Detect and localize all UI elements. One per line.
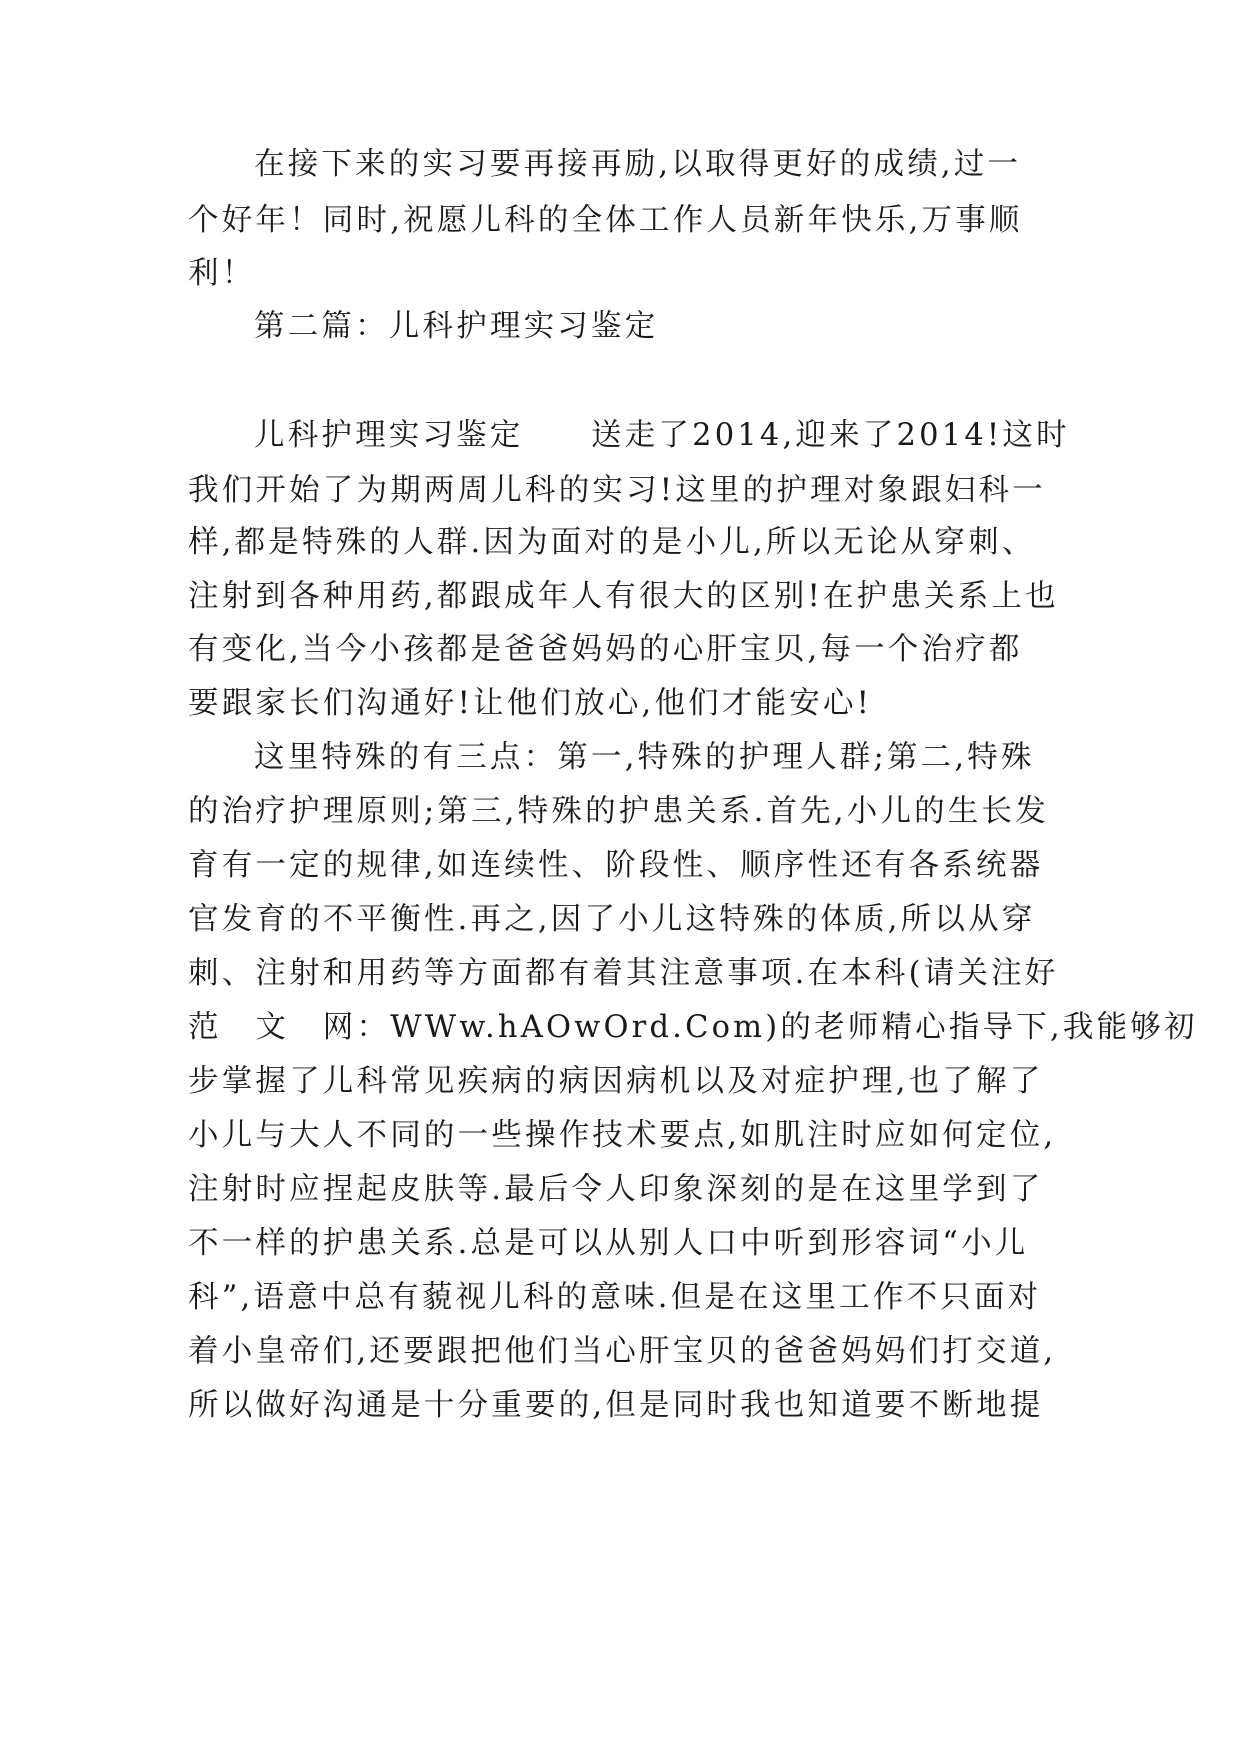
text-line: 在接下来的实习要再接再励,以取得更好的成绩,过一 xyxy=(254,147,1022,182)
text-line: 范 文 网：WWw.hAOwOrd.Com)的老师精心指导下,我能够初 xyxy=(188,1010,1198,1045)
text-line: 小儿与大人不同的一些操作技术要点,如肌注时应如何定位, xyxy=(188,1118,1057,1153)
text-line: 注射时应捏起皮肤等.最后令人印象深刻的是在这里学到了 xyxy=(188,1172,1044,1207)
text-line: 儿科护理实习鉴定 送走了2014,迎来了2014!这时 xyxy=(254,418,1070,453)
section-heading: 第二篇：儿科护理实习鉴定 xyxy=(254,309,659,344)
text-line: 利！ xyxy=(188,256,256,291)
text-line: 个好年！同时,祝愿儿科的全体工作人员新年快乐,万事顺 xyxy=(188,203,1023,238)
text-line: 样,都是特殊的人群.因为面对的是小儿,所以无论从穿刺、 xyxy=(188,525,1036,560)
text-line: 着小皇帝们,还要跟把他们当心肝宝贝的爸爸妈妈们打交道, xyxy=(188,1334,1057,1369)
text-line: 科”,语意中总有藐视儿科的意味.但是在这里工作不只面对 xyxy=(188,1280,1042,1315)
text-line: 这里特殊的有三点：第一,特殊的护理人群;第二,特殊 xyxy=(254,740,1035,775)
text-line: 不一样的护患关系.总是可以从别人口中听到形容词“小儿 xyxy=(188,1226,1029,1261)
text-line: 所以做好沟通是十分重要的,但是同时我也知道要不断地提 xyxy=(188,1388,1044,1423)
text-line: 育有一定的规律,如连续性、阶段性、顺序性还有各系统器 xyxy=(188,848,1044,883)
text-line: 刺、注射和用药等方面都有着其注意事项.在本科(请关注好 xyxy=(188,956,1059,991)
text-line: 注射到各种用药,都跟成年人有很大的区别!在护患关系上也 xyxy=(188,579,1059,614)
text-line: 我们开始了为期两周儿科的实习!这里的护理对象跟妇科一 xyxy=(188,473,1046,508)
text-line: 步掌握了儿科常见疾病的病因病机以及对症护理,也了解了 xyxy=(188,1064,1044,1099)
text-line: 的治疗护理原则;第三,特殊的护患关系.首先,小儿的生长发 xyxy=(188,794,1049,829)
text-line: 有变化,当今小孩都是爸爸妈妈的心肝宝贝,每一个治疗都 xyxy=(188,632,1023,667)
text-line: 官发育的不平衡性.再之,因了小儿这特殊的体质,所以从穿 xyxy=(188,902,1036,937)
text-line: 要跟家长们沟通好!让他们放心,他们才能安心! xyxy=(188,686,873,721)
